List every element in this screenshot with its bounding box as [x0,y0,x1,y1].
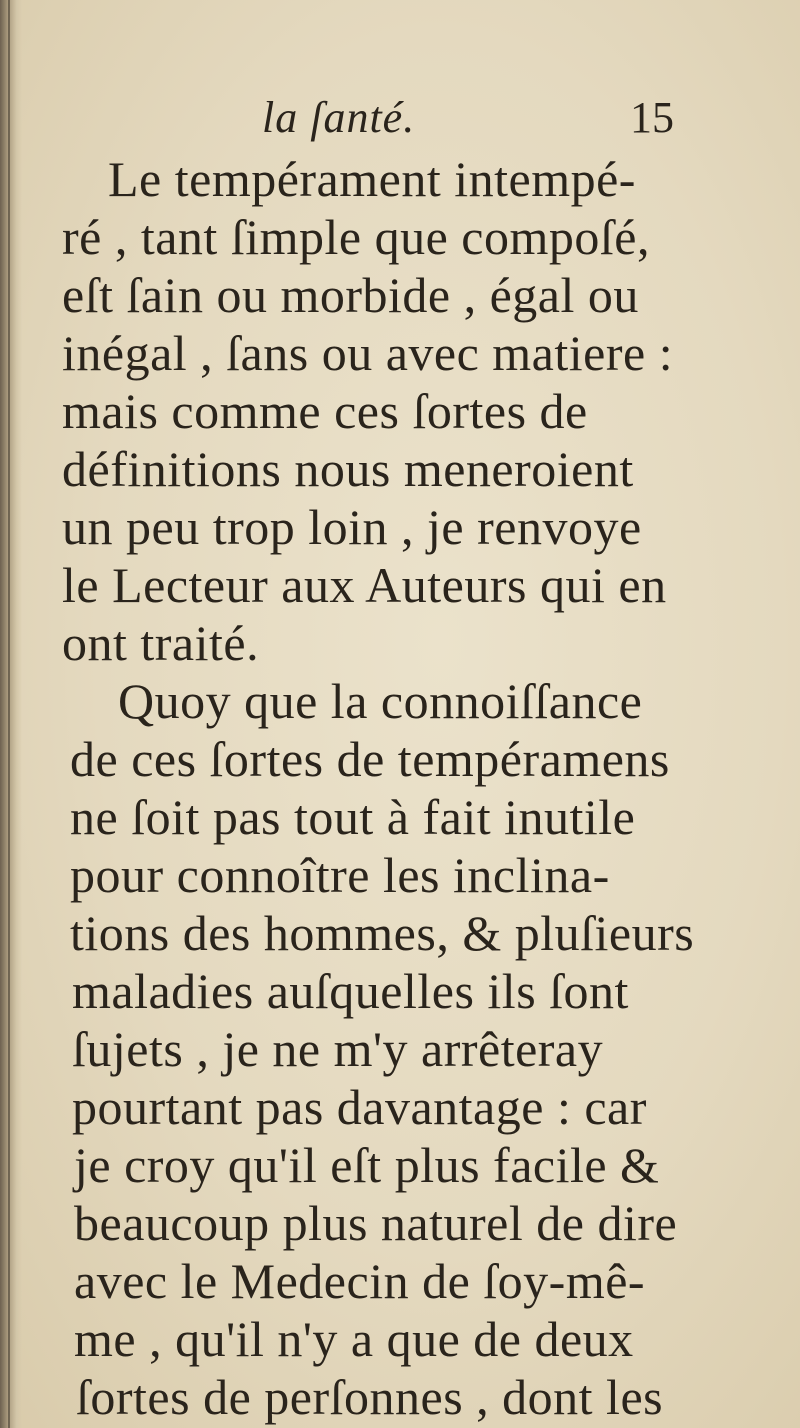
text-line-16: ſujets , je ne m'y arrêteray [72,1021,604,1077]
running-head [0,92,800,152]
text-line-1: Le tempérament intempé- [108,151,636,207]
page-number: 15 [630,93,674,142]
text-line-22: ſortes de perſonnes , dont les [76,1369,664,1425]
text-line-14: tions des hommes, & pluſieurs [70,905,695,961]
text-line-6: définitions nous meneroient [62,441,634,497]
text-line-12: ne ſoit pas tout à fait inutile [70,789,636,845]
text-line-15: maladies auſquelles ils ſont [72,963,629,1019]
page-binding-edge [0,0,22,1428]
page-binding-line [8,0,10,1428]
text-line-11: de ces ſortes de tempéramens [70,731,670,787]
text-line-21: me , qu'il n'y a que de deux [74,1311,634,1367]
text-line-8: le Lecteur aux Auteurs qui en [62,557,667,613]
text-line-5: mais comme ces ſortes de [62,383,588,439]
text-line-9: ont traité. [62,615,260,671]
running-head-title: la ſanté. [262,93,416,142]
text-line-17: pourtant pas davantage : car [72,1079,647,1135]
text-line-19: beaucoup plus naturel de dire [74,1195,678,1251]
text-line-20: avec le Medecin de ſoy-mê- [74,1253,646,1309]
text-line-10: Quoy que la connoiſſance [118,673,643,729]
text-line-2: ré , tant ſimple que compoſé, [62,209,650,265]
text-line-3: eſt ſain ou morbide , égal ou [62,267,639,323]
text-line-7: un peu trop loin , je renvoye [62,499,642,555]
text-line-18: je croy qu'il eſt plus facile & [74,1137,660,1193]
text-line-4: inégal , ſans ou avec matiere : [62,325,674,381]
text-line-13: pour connoître les inclina- [70,847,610,903]
